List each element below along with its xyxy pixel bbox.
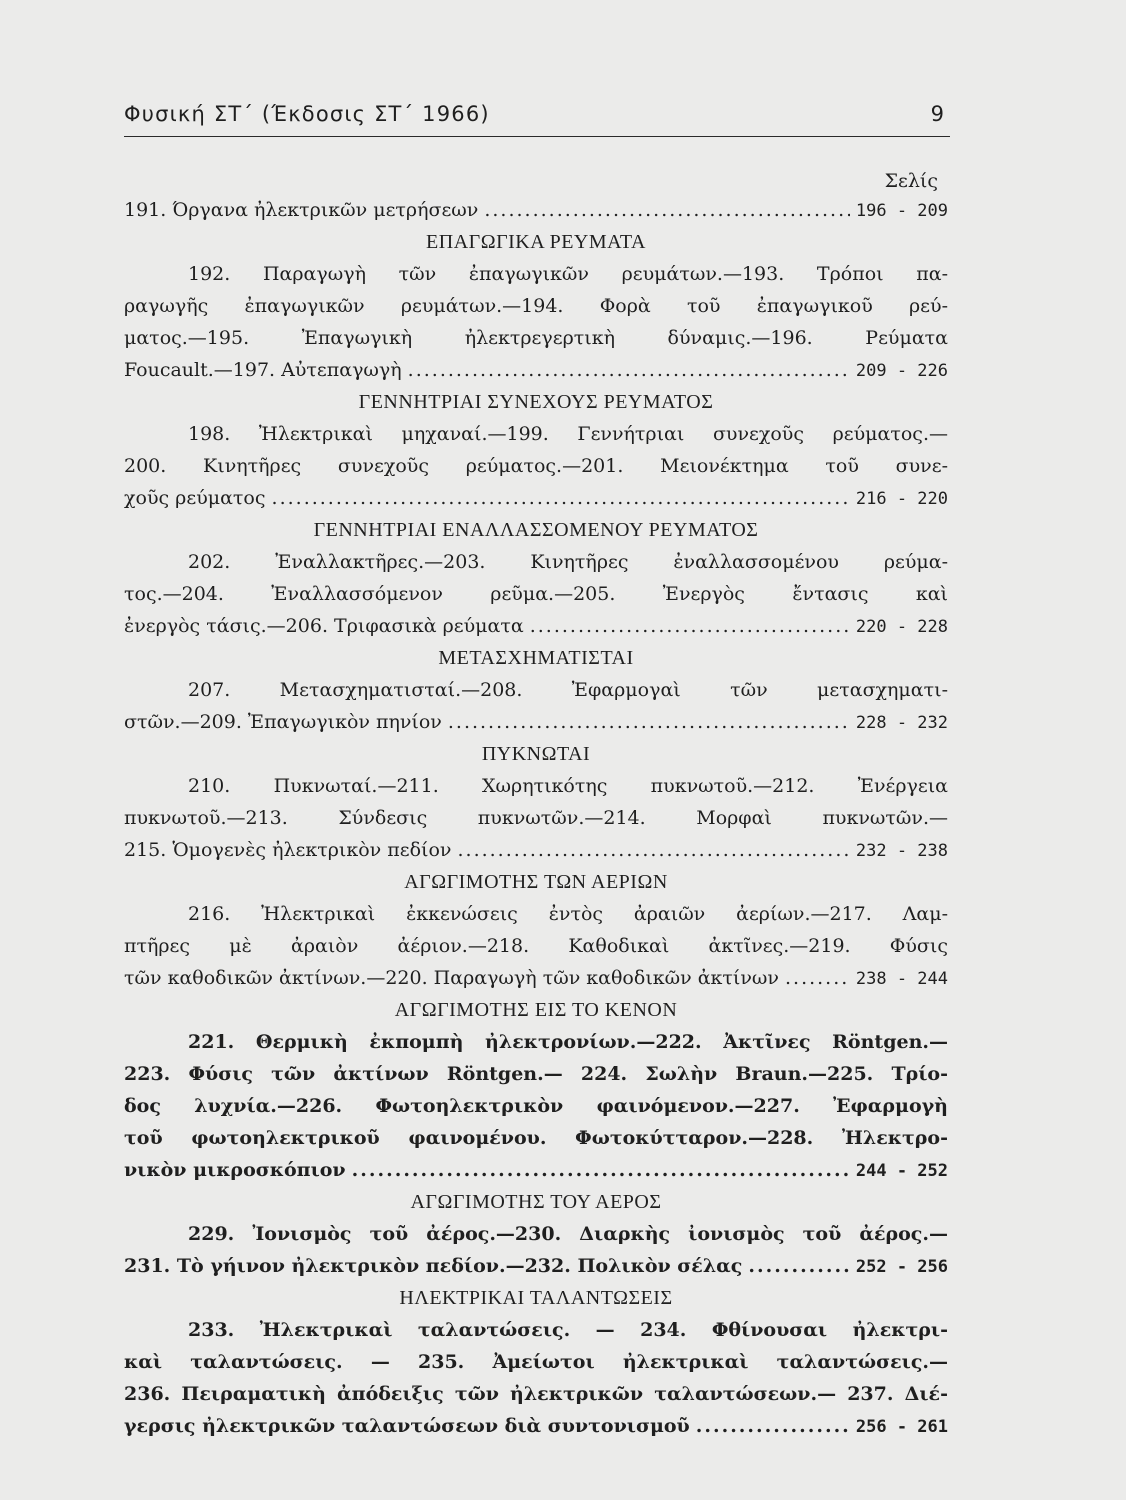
section-heading: ΕΠΑΓΩΓΙΚΑ ΡΕΥΜΑΤΑ — [426, 231, 646, 253]
entry-text-line: πτῆρες μὲ ἀραιὸν ἀέριον.—218. Καθοδικαὶ ἀκτῖνες.—219. Φύσις — [124, 935, 948, 957]
entry-text: γερσις ἠλεκτρικῶν ταλαντώσεων διὰ συντονισμοῦ — [124, 1415, 690, 1437]
entry-text: 231. Τὸ γήινον ἠλεκτρικὸν πεδίον.—232. Πολικὸν σέλας — [124, 1255, 743, 1277]
entry-text-line: καὶ ταλαντώσεις. — 235. Ἀμείωτοι ἠλεκτρικαὶ ταλαντώσεις.— — [124, 1351, 948, 1373]
toc-entry-198-201 — [124, 418, 948, 514]
entry-text-line: 210. Πυκνωταί.—211. Χωρητικότης πυκνωτοῦ.—212. Ἐνέργεια — [188, 775, 948, 797]
entry-text-line: τος.—204. Ἐναλλασσόμενον ρεῦμα.—205. Ἐνεργὸς ἔντασις καὶ — [124, 583, 948, 605]
section-heading: ΗΛΕΚΤΡΙΚΑΙ ΤΑΛΑΝΤΩΣΕΙΣ — [399, 1287, 673, 1309]
page-range: 244 - 252 — [855, 1161, 948, 1181]
dot-leader — [352, 1154, 850, 1186]
toc-entry-221-228 — [124, 1026, 948, 1186]
page-range: 220 - 228 — [855, 617, 948, 637]
entry-text-line: 229. Ἰονισμὸς τοῦ ἀέρος.—230. Διαρκὴς ἰονισμὸς τοῦ ἀέρος.— — [188, 1223, 948, 1245]
page-range: 209 - 226 — [855, 361, 948, 381]
entry-text-line: δος λυχνία.—226. Φωτοηλεκτρικὸν φαινόμενον.—227. Ἐφαρμογὴ — [124, 1095, 948, 1117]
toc-line-with-pages — [124, 1154, 948, 1186]
toc-line-with-pages — [124, 194, 948, 226]
dot-leader — [408, 354, 850, 386]
entry-text: ἐνεργὸς τάσις.—206. Τριφασικὰ ρεύματα — [124, 615, 524, 637]
section-heading: ΑΓΩΓΙΜΟΤΗΣ ΤΩΝ ΑΕΡΙΩΝ — [404, 871, 668, 893]
toc-entry-202-206 — [124, 546, 948, 642]
entry-text-line: 207. Μετασχηματισταί.—208. Ἐφαρμογαὶ τῶν μετασχηματι- — [188, 679, 948, 701]
toc-entry-210-215 — [124, 770, 948, 866]
page-range: 238 - 244 — [855, 969, 948, 989]
entry-text-line: 202. Ἐναλλακτῆρες.—203. Κινητῆρες ἐναλλασσομένου ρεύμα- — [188, 551, 948, 573]
entry-text: χοῦς ρεύματος — [124, 487, 266, 509]
section-heading: ΠΥΚΝΩΤΑΙ — [481, 743, 591, 765]
entry-text: Foucault.—197. Αὐτεπαγωγὴ — [124, 359, 402, 381]
entry-text-line: 236. Πειραματικὴ ἀπόδειξις τῶν ἠλεκτρικῶν ταλαντώσεων.— 237. Διέ- — [124, 1383, 948, 1405]
toc-entry-233-237 — [124, 1314, 948, 1442]
entry-text: 191. Όργανα ἠλεκτρικῶν μετρήσεων — [124, 199, 479, 221]
dot-leader — [448, 706, 850, 738]
running-header — [124, 96, 950, 137]
entry-text: νικὸν μικροσκόπιον — [124, 1159, 346, 1181]
entry-text-line: 233. Ἠλεκτρικαὶ ταλαντώσεις. — 234. Φθίνουσαι ἠλεκτρι- — [188, 1319, 948, 1341]
dot-leader — [484, 194, 850, 226]
entry-text: 215. Ὁμογενὲς ἠλεκτρικὸν πεδίον — [124, 839, 452, 861]
entry-text-line: ματος.—195. Ἐπαγωγικὴ ἠλεκτρεγερτικὴ δύναμις.—196. Ρεύματα — [124, 327, 948, 349]
header-title: Φυσική ΣΤ΄ (Έκδοσις ΣΤ΄ 1966) — [124, 102, 490, 126]
dot-leader — [785, 962, 850, 994]
section-heading: ΑΓΩΓΙΜΟΤΗΣ ΤΟΥ ΑΕΡΟΣ — [410, 1191, 662, 1213]
page-number: 9 — [930, 102, 944, 126]
page-range: 216 - 220 — [855, 489, 948, 509]
toc-line-with-pages — [124, 834, 948, 866]
entry-text-line: 198. Ἠλεκτρικαὶ μηχαναί.—199. Γεννήτριαι συνεχοῦς ρεύματος.— — [188, 423, 948, 445]
toc-line-with-pages — [124, 1250, 948, 1282]
dot-leader — [272, 482, 850, 514]
entry-text: στῶν.—209. Ἐπαγωγικὸν πηνίον — [124, 711, 442, 733]
section-heading: ΜΕΤΑΣΧΗΜΑΤΙΣΤΑΙ — [438, 647, 634, 669]
dot-leader — [530, 610, 850, 642]
dot-leader — [696, 1410, 850, 1442]
page-range: 228 - 232 — [855, 713, 948, 733]
section-heading: ΑΓΩΓΙΜΟΤΗΣ ΕΙΣ ΤΟ ΚΕΝΟΝ — [394, 999, 678, 1021]
toc-entry-192-197 — [124, 258, 948, 386]
toc-line-with-pages — [124, 1410, 948, 1442]
entry-text-line: 216. Ἠλεκτρικαὶ ἐκκενώσεις ἐντὸς ἀραιῶν ἀερίων.—217. Λαμ- — [188, 903, 948, 925]
page-range: 252 - 256 — [855, 1257, 948, 1277]
toc-line-with-pages — [124, 962, 948, 994]
section-heading: ΓΕΝΝΗΤΡΙΑΙ ΣΥΝΕΧΟΥΣ ΡΕΥΜΑΤΟΣ — [358, 391, 714, 413]
toc-line-with-pages — [124, 482, 948, 514]
toc-entry-191 — [124, 194, 948, 226]
page-range: 232 - 238 — [855, 841, 948, 861]
table-of-contents — [124, 168, 948, 1442]
toc-line-with-pages — [124, 610, 948, 642]
dot-leader — [457, 834, 849, 866]
toc-entry-207-209 — [124, 674, 948, 738]
page-range: 196 - 209 — [855, 201, 948, 221]
entry-text-line: 200. Κινητῆρες συνεχοῦς ρεύματος.—201. Μειονέκτημα τοῦ συνε- — [124, 455, 948, 477]
toc-line-with-pages — [124, 706, 948, 738]
page-range: 256 - 261 — [855, 1417, 948, 1437]
toc-line-with-pages — [124, 354, 948, 386]
entry-text-line: πυκνωτοῦ.—213. Σύνδεσις πυκνωτῶν.—214. Μορφαὶ πυκνωτῶν.— — [124, 807, 948, 829]
toc-entry-216-220 — [124, 898, 948, 994]
entry-text-line: ραγωγῆς ἐπαγωγικῶν ρευμάτων.—194. Φορὰ τοῦ ἐπαγωγικοῦ ρεύ- — [124, 295, 948, 317]
pages-column-label: Σελίς — [884, 170, 938, 192]
entry-text-line: 192. Παραγωγὴ τῶν ἐπαγωγικῶν ρευμάτων.—193. Τρόποι πα- — [188, 263, 948, 285]
dot-leader — [748, 1250, 850, 1282]
entry-text-line: 221. Θερμικὴ ἐκπομπὴ ἠλεκτρονίων.—222. Ἀκτῖνες Röntgen.— — [188, 1031, 948, 1053]
section-heading: ΓΕΝΝΗΤΡΙΑΙ ΕΝΑΛΛΑΣΣΟΜΕΝΟΥ ΡΕΥΜΑΤΟΣ — [313, 519, 759, 541]
entry-text-line: 223. Φύσις τῶν ἀκτίνων Röntgen.— 224. Σωλὴν Braun.—225. Τρίο- — [124, 1063, 948, 1085]
entry-text: τῶν καθοδικῶν ἀκτίνων.—220. Παραγωγὴ τῶν καθοδικῶν ἀκτίνων — [124, 967, 779, 989]
toc-entry-229-232 — [124, 1218, 948, 1282]
entry-text-line: τοῦ φωτοηλεκτρικοῦ φαινομένου. Φωτοκύτταρον.—228. Ἠλεκτρο- — [124, 1127, 948, 1149]
